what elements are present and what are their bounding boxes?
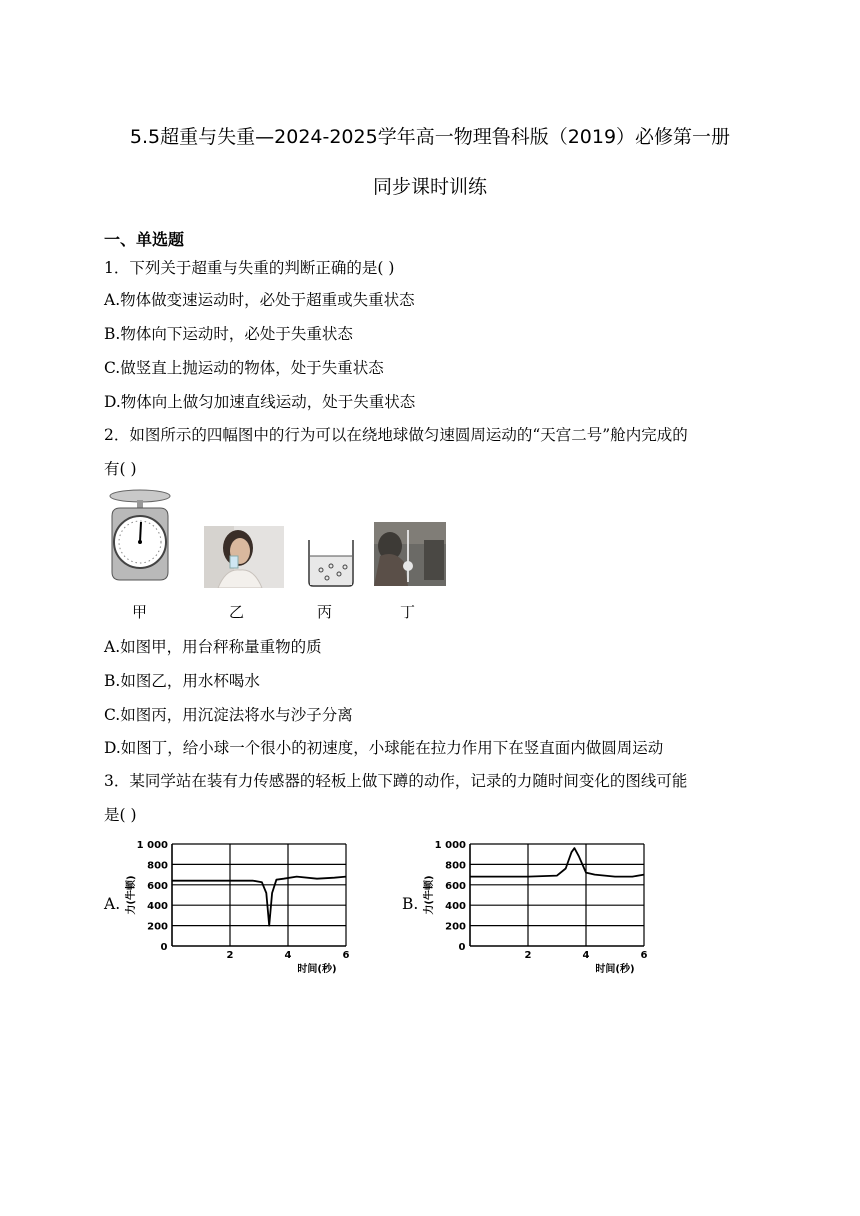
series-line [470, 848, 644, 877]
x-tick-label: 4 [582, 950, 590, 961]
question-2-stem-cont: 有( ) [104, 460, 137, 478]
y-tick-label: 400 [147, 901, 168, 913]
x-tick-label: 6 [640, 950, 648, 961]
figure-caption-yi: 乙 [229, 603, 245, 621]
drinking-photo [204, 526, 284, 588]
y-tick-label: 400 [445, 901, 466, 913]
experiment-photo [374, 522, 446, 586]
x-axis-label: 时间(秒) [595, 964, 635, 975]
question-1-option-b: B.物体向下运动时，必处于失重状态 [104, 325, 353, 343]
figure-caption-ding: 丁 [400, 603, 416, 621]
y-tick-label: 600 [445, 880, 466, 892]
chart-a [122, 836, 362, 976]
y-tick-label: 800 [445, 860, 466, 872]
figure-caption-bing: 丙 [317, 603, 333, 621]
document-subtitle: 同步课时训练 [372, 176, 487, 198]
beaker-figure [305, 536, 357, 588]
y-tick-label: 200 [445, 921, 466, 933]
question-2-stem: 2．如图所示的四幅图中的行为可以在绕地球做匀速圆周运动的“天宫二号”舱内完成的 [104, 426, 688, 444]
y-tick-label: 600 [147, 880, 168, 892]
question-2-option-a: A.如图甲，用台秤称量重物的质 [104, 638, 322, 656]
x-tick-label: 0 [458, 942, 466, 953]
question-2-option-c: C.如图丙，用沉淀法将水与沙子分离 [104, 706, 353, 724]
series-line [172, 877, 346, 926]
question-3-stem: 3．某同学站在装有力传感器的轻板上做下蹲的动作，记录的力随时间变化的图线可能 [104, 772, 688, 790]
question-1-option-a: A.物体做变速运动时，必处于超重或失重状态 [104, 291, 415, 309]
chart-b-label: B. [402, 895, 419, 913]
y-axis-label: 力(牛顿) [424, 875, 435, 915]
x-tick-label: 4 [284, 950, 292, 961]
document-title: 5.5超重与失重—2024-2025学年高一物理鲁科版（2019）必修第一册 [129, 126, 731, 148]
x-tick-label: 2 [524, 950, 532, 961]
x-axis-label: 时间(秒) [297, 964, 337, 975]
question-1-option-c: C.做竖直上抛运动的物体，处于失重状态 [104, 359, 384, 377]
question-2-option-d: D.如图丁，给小球一个很小的初速度，小球能在拉力作用下在竖直面内做圆周运动 [104, 739, 664, 757]
question-1-stem: 1．下列关于超重与失重的判断正确的是( ) [104, 259, 395, 277]
x-tick-label: 2 [226, 950, 234, 961]
y-tick-label: 1 000 [136, 840, 168, 851]
question-2-option-b: B.如图乙，用水杯喝水 [104, 672, 260, 690]
question-3-stem-cont: 是( ) [104, 806, 137, 824]
y-tick-label: 1 000 [434, 840, 466, 851]
x-tick-label: 0 [160, 942, 168, 953]
question-1-option-d: D.物体向上做匀加速直线运动，处于失重状态 [104, 393, 416, 411]
chart-a-label: A. [104, 895, 121, 913]
x-tick-label: 6 [342, 950, 350, 961]
chart-b [420, 836, 660, 976]
y-tick-label: 200 [147, 921, 168, 933]
y-axis-label: 力(牛顿) [126, 875, 137, 915]
scale-figure [104, 486, 176, 586]
section-heading: 一、单选题 [104, 230, 185, 249]
y-tick-label: 800 [147, 860, 168, 872]
figure-caption-jia: 甲 [132, 603, 148, 621]
